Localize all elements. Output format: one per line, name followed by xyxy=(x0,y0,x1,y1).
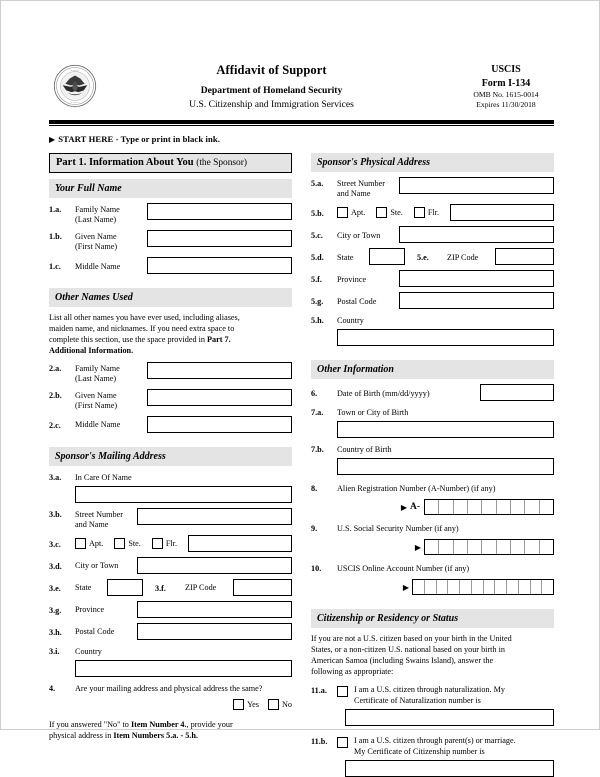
comb-cell[interactable] xyxy=(525,540,539,554)
comb-cell[interactable] xyxy=(540,500,553,514)
input-city-or-town-5c[interactable] xyxy=(399,226,554,243)
comb-cell[interactable] xyxy=(454,500,468,514)
form-meta xyxy=(458,63,554,111)
input-city-or-town-3d[interactable] xyxy=(137,557,292,574)
label-street-number-3b: Street Number and Name xyxy=(75,509,123,529)
footnote-item-4 xyxy=(49,720,292,742)
label-given-name-1b: Given Name (First Name) xyxy=(75,232,118,251)
svg-text:• • • • •: • • • • • xyxy=(71,69,79,73)
item-number-3h: 3.h. xyxy=(49,627,62,637)
label-province-3g: Province xyxy=(75,605,105,615)
section-mailing-address: Sponsor's Mailing Address xyxy=(49,447,292,466)
label-middle-name-1c: Middle Name xyxy=(75,261,121,271)
part1-suffix: (the Sponsor) xyxy=(196,158,247,168)
checkbox-flr-5b[interactable] xyxy=(414,207,425,218)
label-row-9 xyxy=(311,522,554,534)
other-names-note-part7: Part 7. xyxy=(207,334,231,344)
label-flr-3c: Flr. xyxy=(165,538,177,548)
comb-cell[interactable] xyxy=(448,580,460,594)
page-title: Affidavit of Support xyxy=(216,63,327,77)
citizenship-note-line4: following as appropriate: xyxy=(311,666,394,676)
input-zip-code-3f[interactable] xyxy=(233,579,292,596)
field-row-3h xyxy=(49,623,292,640)
comb-cell[interactable] xyxy=(542,580,553,594)
agency-name: Department of Homeland Security xyxy=(200,85,343,96)
section-your-full-name: Your Full Name xyxy=(49,179,292,198)
item-number-3g: 3.g. xyxy=(49,605,62,615)
input-country-of-birth-7b[interactable] xyxy=(337,458,554,475)
item-number-10: 10. xyxy=(311,564,322,573)
footnote-line2-a: physical address in xyxy=(49,730,114,740)
question-row-4 xyxy=(49,682,292,694)
item-number-7b: 7.b. xyxy=(311,445,324,454)
field-row-2a xyxy=(49,362,292,384)
input-family-name-1a[interactable] xyxy=(147,203,292,220)
input-postal-code-5g[interactable] xyxy=(399,292,554,309)
comb-cell[interactable] xyxy=(460,580,472,594)
label-row-10 xyxy=(311,562,554,574)
input-citizenship-number-11b[interactable] xyxy=(345,760,554,777)
input-apt-ste-flr-3c[interactable] xyxy=(188,535,292,552)
label-zip-code-3f: ZIP Code xyxy=(185,583,217,593)
item-number-3f: 3.f. xyxy=(155,583,166,593)
item-number-5b: 5.b. xyxy=(311,209,324,218)
item-number-5d: 5.d. xyxy=(311,253,324,262)
header-rule-thick xyxy=(49,120,554,124)
item-number-3i: 3.i. xyxy=(49,646,60,656)
item-number-6: 6. xyxy=(311,389,318,398)
label-town-city-of-birth-7a: Town or City of Birth xyxy=(337,408,409,417)
field-row-6 xyxy=(311,384,554,401)
comb-cell[interactable] xyxy=(511,540,525,554)
item-number-9: 9. xyxy=(311,524,318,533)
label-11b-line2: My Certificate of Citizenship number is xyxy=(354,746,485,756)
field-row-1c xyxy=(49,257,292,274)
item-number-3b: 3.b. xyxy=(49,509,62,519)
section-physical-address: Sponsor's Physical Address xyxy=(311,153,554,172)
label-family-name-1a: Family Name (Last Name) xyxy=(75,205,120,224)
triangle-icon-8: ▶ xyxy=(400,502,407,512)
item-number-4: 4. xyxy=(49,683,56,693)
field-row-1b xyxy=(49,230,292,252)
field-row-5b xyxy=(311,204,554,221)
item-number-1c: 1.c. xyxy=(49,262,61,271)
form-columns xyxy=(49,153,554,777)
label-11a-line2: Certificate of Naturalization number is xyxy=(354,695,481,705)
input-in-care-of-name-3a[interactable] xyxy=(75,486,292,503)
label-11a xyxy=(354,684,505,706)
label-street-number-5a: Street Number and Name xyxy=(337,179,385,198)
label-postal-code-3h: Postal Code xyxy=(75,627,115,637)
input-country-3i[interactable] xyxy=(75,660,292,677)
checkbox-ste-5b[interactable] xyxy=(376,207,387,218)
label-row-5h xyxy=(311,314,554,326)
field-row-5a xyxy=(311,177,554,199)
section-other-names-used: Other Names Used xyxy=(49,288,292,307)
item-number-3c: 3.c. xyxy=(49,539,61,549)
comb-cell[interactable] xyxy=(540,540,553,554)
label-country-of-birth-7b: Country of Birth xyxy=(337,445,392,454)
other-names-note-line2: maiden name, and nicknames. If you need extra space to xyxy=(49,323,235,333)
part1-header xyxy=(49,153,292,173)
footnote-item-numbers-5: Item Numbers 5.a. - 5.h. xyxy=(113,730,198,740)
label-ssn-9: U.S. Social Security Number (if any) xyxy=(337,524,459,533)
comb-cell[interactable] xyxy=(468,540,482,554)
item-number-11a: 11.a. xyxy=(311,685,327,695)
label-date-of-birth-6: Date of Birth (mm/dd/yyyy) xyxy=(337,388,430,398)
comb-cell[interactable] xyxy=(497,540,511,554)
checkbox-ste-3c[interactable] xyxy=(114,538,125,549)
input-date-of-birth-6[interactable] xyxy=(480,384,554,401)
left-column xyxy=(49,153,292,777)
label-apt-5b: Apt. xyxy=(351,208,366,217)
comb-cell[interactable] xyxy=(468,500,482,514)
item-number-5e: 5.e. xyxy=(417,253,429,262)
label-zip-code-5e: ZIP Code xyxy=(447,252,479,262)
item-number-3e: 3.e. xyxy=(49,583,61,593)
item-number-2c: 2.c. xyxy=(49,420,61,430)
input-street-number-3b[interactable] xyxy=(137,508,292,525)
input-state-5d[interactable] xyxy=(369,248,405,265)
item-number-8: 8. xyxy=(311,484,318,493)
comb-cell[interactable] xyxy=(454,540,468,554)
input-province-5f[interactable] xyxy=(399,270,554,287)
label-11a-line1: I am a U.S. citizen through naturalization. My xyxy=(354,684,505,694)
field-row-3e-3f xyxy=(49,579,292,596)
label-city-or-town-5c: City or Town xyxy=(337,230,381,240)
label-family-name-2a: Family Name (Last Name) xyxy=(75,363,120,383)
label-state-5d: State xyxy=(337,252,354,262)
field-row-11b xyxy=(311,735,554,757)
citizenship-note-line3: American Samoa (including Swains Island), answer the xyxy=(311,655,494,665)
label-row-3i xyxy=(49,645,292,657)
item-number-2b: 2.b. xyxy=(49,390,62,400)
other-names-instructions xyxy=(49,313,292,357)
field-row-3b xyxy=(49,508,292,530)
item-number-5a: 5.a. xyxy=(311,179,324,188)
label-apt-3c: Apt. xyxy=(89,538,104,548)
label-country-3i: Country xyxy=(75,646,102,656)
field-row-5c xyxy=(311,226,554,243)
form-content xyxy=(49,61,554,777)
footnote-line1-a: If you answered "No" to xyxy=(49,719,131,729)
label-ste-3c: Ste. xyxy=(128,538,141,548)
input-naturalization-number-11a[interactable] xyxy=(345,709,554,726)
checkbox-yes-4[interactable] xyxy=(233,699,244,710)
svg-text:• • • • •: • • • • • xyxy=(71,101,79,105)
label-given-name-2b: Given Name (First Name) xyxy=(75,390,118,410)
input-country-5h[interactable] xyxy=(337,329,554,346)
item-number-5g: 5.g. xyxy=(311,297,324,306)
field-row-2b xyxy=(49,389,292,411)
input-zip-code-5e[interactable] xyxy=(495,248,554,265)
comb-cell[interactable] xyxy=(507,580,519,594)
input-given-name-1b[interactable] xyxy=(147,230,292,247)
footnote-line1-c: , provide your xyxy=(186,719,233,729)
comb-cell[interactable] xyxy=(511,500,525,514)
input-apt-ste-flr-5b[interactable] xyxy=(450,204,554,221)
field-row-2c xyxy=(49,416,292,433)
comb-cell[interactable] xyxy=(425,580,437,594)
other-names-note-additional: Additional Information. xyxy=(49,345,134,355)
comb-cell[interactable] xyxy=(439,500,453,514)
label-state-3e: State xyxy=(75,583,92,593)
input-given-name-2b[interactable] xyxy=(147,389,292,406)
label-province-5f: Province xyxy=(337,274,367,284)
label-ste-5b: Ste. xyxy=(390,208,403,217)
uscis-label: USCIS xyxy=(491,64,521,75)
comb-row-9 xyxy=(311,539,554,555)
triangle-icon-10: ▶ xyxy=(402,582,409,592)
field-row-3d xyxy=(49,557,292,574)
label-country-5h: Country xyxy=(337,316,364,325)
comb-cell[interactable] xyxy=(531,580,543,594)
right-column xyxy=(311,153,554,777)
item-number-7a: 7.a. xyxy=(311,408,324,417)
citizenship-note-line1: If you are not a U.S. citizen based on your birth in the United xyxy=(311,634,512,643)
label-yes-4: Yes xyxy=(247,699,259,709)
form-header xyxy=(49,61,554,117)
input-alien-registration-number-8[interactable] xyxy=(424,499,554,515)
item-number-11b: 11.b. xyxy=(311,736,328,746)
item-number-2a: 2.a. xyxy=(49,363,62,373)
item-number-3a: 3.a. xyxy=(49,472,62,482)
input-town-city-of-birth-7a[interactable] xyxy=(337,421,554,438)
comb-cell[interactable] xyxy=(495,580,507,594)
citizenship-instructions xyxy=(311,634,554,678)
comb-cell[interactable] xyxy=(439,540,453,554)
input-postal-code-3h[interactable] xyxy=(137,623,292,640)
start-here-text: START HERE - Type or print in black ink. xyxy=(58,134,220,144)
other-names-note-line1: List all other names you have ever used, including aliases, xyxy=(49,313,240,322)
comb-cell[interactable] xyxy=(413,580,425,594)
form-number: Form I-134 xyxy=(481,77,531,89)
label-11b-line1: I am a U.S. citizen through parent(s) or marriage. xyxy=(354,735,516,745)
section-other-information: Other Information xyxy=(311,360,554,379)
triangle-icon: ▶ xyxy=(49,135,56,144)
comb-row-8 xyxy=(311,499,554,515)
comb-cell[interactable] xyxy=(425,500,439,514)
comb-cell[interactable] xyxy=(482,500,496,514)
label-row-3a xyxy=(49,471,292,483)
item-number-1b: 1.b. xyxy=(49,232,62,241)
input-middle-name-1c[interactable] xyxy=(147,257,292,274)
field-row-1a xyxy=(49,203,292,225)
header-center xyxy=(79,61,464,110)
yes-no-group-4 xyxy=(49,699,292,710)
item-number-1a: 1.a. xyxy=(49,205,62,214)
label-postal-code-5g: Postal Code xyxy=(337,296,377,306)
checkbox-11b[interactable] xyxy=(337,737,348,748)
checkbox-no-4[interactable] xyxy=(268,699,279,710)
input-family-name-2a[interactable] xyxy=(147,362,292,379)
start-here-instruction xyxy=(49,134,554,144)
input-ssn-9[interactable] xyxy=(424,539,554,555)
checkbox-11a[interactable] xyxy=(337,686,348,697)
label-11b xyxy=(354,735,516,757)
footnote-item-number-4: Item Number 4. xyxy=(130,719,187,729)
citizenship-note-line2: States, or a non-citizen U.S. national based on your birth in xyxy=(311,644,505,654)
comb-cell[interactable] xyxy=(484,580,496,594)
input-province-3g[interactable] xyxy=(137,601,292,618)
item-number-3d: 3.d. xyxy=(49,561,62,571)
label-row-7b xyxy=(311,443,554,455)
input-uscis-online-account-10[interactable] xyxy=(412,579,554,595)
checkbox-apt-3c[interactable] xyxy=(75,538,86,549)
label-no-4: No xyxy=(281,699,292,709)
checkbox-apt-5b[interactable] xyxy=(337,207,348,218)
label-in-care-of-name: In Care Of Name xyxy=(75,472,132,482)
comb-cell[interactable] xyxy=(437,580,449,594)
item-number-5c: 5.c. xyxy=(311,231,323,240)
item-number-5h: 5.h. xyxy=(311,316,324,325)
input-street-number-5a[interactable] xyxy=(399,177,554,194)
comb-cell[interactable] xyxy=(482,540,496,554)
label-row-8 xyxy=(311,482,554,494)
comb-cell[interactable] xyxy=(519,580,531,594)
triangle-icon-9: ▶ xyxy=(414,542,421,552)
dhs-seal-icon xyxy=(53,64,97,108)
field-row-3c xyxy=(49,535,292,552)
label-question-4: Are your mailing address and physical address the same? xyxy=(75,683,263,693)
label-city-or-town-3d: City or Town xyxy=(75,561,119,571)
field-row-11a xyxy=(311,684,554,706)
bureau-name: U.S. Citizenship and Immigration Services xyxy=(189,99,354,110)
expiration-date: Expires 11/30/2018 xyxy=(476,100,536,110)
part1-title: Part 1. Information About You xyxy=(56,157,194,168)
label-middle-name-2c: Middle Name xyxy=(75,420,121,430)
field-row-3g xyxy=(49,601,292,618)
comb-cell[interactable] xyxy=(472,580,484,594)
label-row-7a xyxy=(311,406,554,418)
header-rule-thin xyxy=(49,125,554,126)
comb-cell[interactable] xyxy=(525,500,539,514)
input-middle-name-2c[interactable] xyxy=(147,416,292,433)
omb-number: OMB No. 1615-0014 xyxy=(473,90,539,99)
label-alien-registration-number-8: Alien Registration Number (A-Number) (if any) xyxy=(337,484,496,493)
a-number-prefix: A- xyxy=(409,502,420,512)
label-flr-5b: Flr. xyxy=(427,208,439,217)
section-citizenship-residency-status: Citizenship or Residency or Status xyxy=(311,609,554,628)
checkbox-flr-3c[interactable] xyxy=(152,538,163,549)
comb-cell[interactable] xyxy=(497,500,511,514)
field-row-5d-5e xyxy=(311,248,554,265)
field-row-5g xyxy=(311,292,554,309)
input-state-3e[interactable] xyxy=(107,579,143,596)
item-number-5f: 5.f. xyxy=(311,275,322,284)
comb-row-10 xyxy=(311,579,554,595)
comb-cell[interactable] xyxy=(425,540,439,554)
other-names-note-line3: complete this section, use the space provided in xyxy=(49,334,208,344)
field-row-5f xyxy=(311,270,554,287)
label-uscis-online-account-10: USCIS Online Account Number (if any) xyxy=(337,564,470,573)
